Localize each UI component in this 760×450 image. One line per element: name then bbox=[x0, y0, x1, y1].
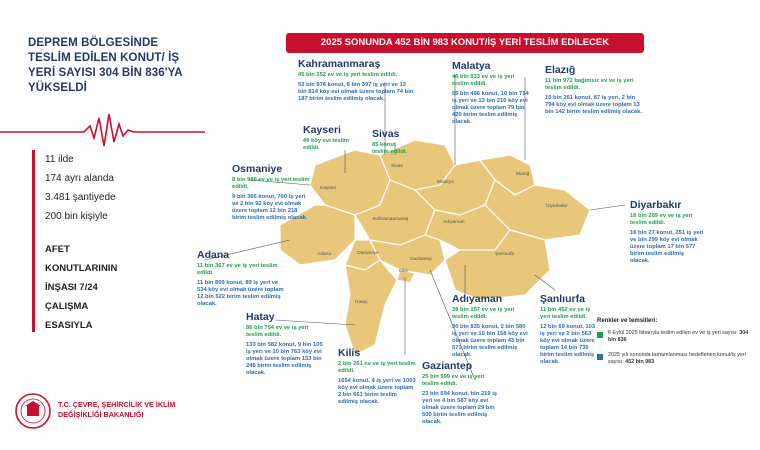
legend bbox=[597, 318, 757, 374]
map-label-adana: Adana bbox=[317, 252, 331, 257]
callout-sivas bbox=[372, 128, 414, 156]
callout-name: Malatya bbox=[452, 60, 491, 72]
callout-name: Adana bbox=[197, 249, 230, 261]
callout-name: Osmaniye bbox=[232, 163, 283, 175]
map-label-adiyaman: Adıyaman bbox=[443, 220, 465, 225]
callout-target: 16 bin 27 konut, 251 iş yeri ve bin 299 köy evi olmak üzere toplam 17 bin 577 birim teslim edilmiş olacak. bbox=[630, 230, 704, 264]
callout-sanliurfa bbox=[540, 293, 596, 366]
callout-adana bbox=[197, 249, 285, 308]
callout-adiyaman bbox=[452, 293, 528, 359]
callout-name: Kayseri bbox=[303, 124, 341, 136]
callout-name: Hatay bbox=[246, 311, 275, 323]
ministry-seal-icon bbox=[14, 392, 52, 430]
callout-malatya bbox=[452, 60, 530, 126]
legend-swatch-blue bbox=[597, 354, 603, 360]
callout-name: Diyarbakır bbox=[630, 199, 682, 211]
callout-delivered: 2 bin 261 ev ve iş yeri teslim edildi. bbox=[338, 361, 416, 374]
map-label-diyarbakir: Diyarbakır bbox=[546, 204, 568, 209]
callout-gaziantep bbox=[422, 360, 498, 426]
map-label-sivas: Sivas bbox=[391, 164, 403, 169]
stat-sites: 3.481 şantiyede bbox=[45, 192, 116, 203]
callout-diyarbakir bbox=[630, 199, 705, 265]
stat-areas: 174 ayrı alanda bbox=[45, 173, 114, 184]
stat-bold-line: KONUTLARININ bbox=[45, 263, 118, 274]
map-label-hatay: Hatay bbox=[355, 300, 368, 305]
map-label-kayseri: Kayseri bbox=[320, 186, 336, 191]
map-label-elazig: Elazığ bbox=[516, 172, 530, 177]
map-label-kahramanmaras: Kahramanmaraş bbox=[373, 217, 409, 222]
callout-delivered: 45 bin 352 ev ve iş yeri teslim edildi. bbox=[298, 72, 398, 78]
callout-delivered: 11 bin 972 bağımsız ev ve iş yeri teslim edildi. bbox=[545, 78, 634, 91]
callout-delivered: 11 bin 452 ev ve iş yeri teslim edildi. bbox=[540, 307, 591, 320]
stat-provinces: 11 ilde bbox=[45, 154, 74, 165]
map-label-gaziantep: Gaziantep bbox=[410, 257, 432, 262]
callout-target: 23 bin 694 konut, bin 219 iş yeri ve 4 bin 587 köy evi olmak üzere toplam 29 bin 500 birim teslim edilmiş olacak. bbox=[422, 391, 498, 425]
callout-delivered: 11 bin 367 ev ve iş yeri teslim edildi. bbox=[197, 263, 278, 276]
callout-target: 133 bin 582 konut, 9 bin 105 iş yeri ve 10 bin 763 köy evi olmak üzere toplam 153 bin 248 birim teslim edilmiş olacak. bbox=[246, 342, 323, 376]
callout-elazig bbox=[545, 64, 645, 116]
callout-delivered: 85 konut teslim edildi. bbox=[372, 142, 408, 155]
callout-target: 12 bin 69 konut, 103 iş yeri ve 2 bin 563 köy evi olmak üzere toplam 14 bin 735 birim teslim edilmiş olacak. bbox=[540, 324, 596, 365]
map-label-sanliurfa: Şanlıurfa bbox=[495, 252, 515, 257]
map-label-osmaniye: Osmaniye bbox=[357, 251, 379, 256]
legend-item-delivered bbox=[597, 330, 757, 344]
ministry-logo bbox=[14, 392, 204, 432]
callout-target: 55 bin 496 konut, 10 bin 714 iş yeri ve 13 bin 210 köy evi olmak üzere toplam 79 bin 420 birim teslim edilmiş olacak. bbox=[452, 91, 529, 125]
callout-target: 11 bin 899 konut, 89 iş yeri ve 534 köy evi olmak üzere toplam 12 bin 522 birim teslim edilmiş olacak. bbox=[197, 280, 284, 307]
province-hatay bbox=[345, 260, 397, 355]
callout-name: Gaziantep bbox=[422, 360, 473, 372]
stat-bold-line: ÇALIŞMA bbox=[45, 301, 89, 312]
stats-list bbox=[32, 150, 172, 332]
callout-name: Kahramanmaraş bbox=[298, 58, 381, 70]
map-label-malatya: Malatya bbox=[437, 180, 454, 185]
main-title: DEPREM BÖLGESİNDE TESLİM EDİLEN KONUT/ İŞ YERİ SAYISI 304 BİN 836'YA YÜKSELDİ bbox=[28, 37, 183, 94]
legend-title: Renkler ve temsilleri: bbox=[597, 318, 658, 324]
stat-bold-line: ESASIYLA bbox=[45, 320, 93, 331]
callout-kilis bbox=[338, 347, 418, 406]
callout-hatay bbox=[246, 311, 326, 377]
stat-bold-line: AFET bbox=[45, 244, 70, 255]
callout-delivered: 49 köy evi teslim edildi. bbox=[303, 138, 350, 151]
callout-delivered: 16 bin 269 ev ve iş yeri teslim edildi. bbox=[630, 213, 693, 226]
callout-delivered: 86 bin 754 ev ve iş yeri teslim edildi. bbox=[246, 325, 309, 338]
seismograph-icon bbox=[0, 108, 205, 150]
map-label-kilis: Kilis bbox=[399, 269, 408, 274]
stat-bold-line: İNŞASI 7/24 bbox=[45, 282, 98, 293]
callout-kahramanmaras bbox=[298, 58, 416, 103]
callout-name: Şanlıurfa bbox=[540, 293, 585, 305]
callout-kayseri bbox=[303, 124, 363, 152]
callout-delivered: 38 bin 157 ev ve iş yeri teslim edildi. bbox=[452, 307, 515, 320]
left-panel bbox=[0, 0, 205, 450]
callout-target: 30 bin 835 konut, 2 bin 580 iş yeri ve 10 bin 158 köy evi olmak üzere toplam 43 bin 573 birim teslim edilmiş olacak. bbox=[452, 324, 528, 358]
callout-target: 9 bin 366 konut, 760 iş yeri ve 2 bin 92 köy evi olmak üzere toplam 12 bin 218 birim teslim edilmiş olacak. bbox=[232, 194, 308, 221]
callout-target: 10 bin 261 konut, 87 iş yeri, 2 bin 794 köy evi olmak üzere toplam 13 bin 142 birim teslim edilmiş olacak. bbox=[545, 95, 642, 115]
callout-name: Kilis bbox=[338, 347, 361, 359]
callout-name: Elazığ bbox=[545, 64, 576, 76]
callout-osmaniye bbox=[232, 163, 312, 222]
callout-delivered: 8 bin 986 ev ve iş yeri teslim edildi. bbox=[232, 177, 310, 190]
legend-text: 6 Eylül 2025 itibarıyla teslim edilen ev ve iş yeri sayısı: 304 bin 836 bbox=[608, 330, 749, 343]
callout-delivered: 46 bin 533 ev ve iş yeri teslim edildi. bbox=[452, 74, 515, 87]
callout-target: 1654 konut, 4 iş yeri ve 1003 köy evi olmak üzere toplam 2 bin 661 birim teslim edilmiş olacak. bbox=[338, 378, 416, 405]
callout-name: Sivas bbox=[372, 128, 400, 140]
headline-banner: 2025 SONUNDA 452 BİN 983 KONUT/İŞ YERİ TESLİM EDİLECEK bbox=[286, 33, 644, 53]
callout-delivered: 25 bin 599 ev ve iş yeri teslim edildi. bbox=[422, 374, 485, 387]
legend-text: 2025 yılı sonunda tamamlanması hedeflenen konut/iş yeri sayısı: 452 bin 983 bbox=[608, 352, 746, 365]
ministry-name: T.C. ÇEVRE, ŞEHİRCİLİK VE İKLİM DEĞİŞİKLİĞİ BAKANLIĞI bbox=[58, 400, 176, 419]
legend-item-target bbox=[597, 352, 757, 366]
legend-swatch-green bbox=[597, 332, 603, 338]
stat-workers: 200 bin kişiyle bbox=[45, 211, 108, 222]
callout-name: Adıyaman bbox=[452, 293, 503, 305]
callout-target: 53 bin 976 konut, 6 bin 397 iş yeri ve 13 bin 814 köy evi olmak üzere toplam 74 bin 187 birim teslim edilmiş olacak. bbox=[298, 82, 414, 102]
